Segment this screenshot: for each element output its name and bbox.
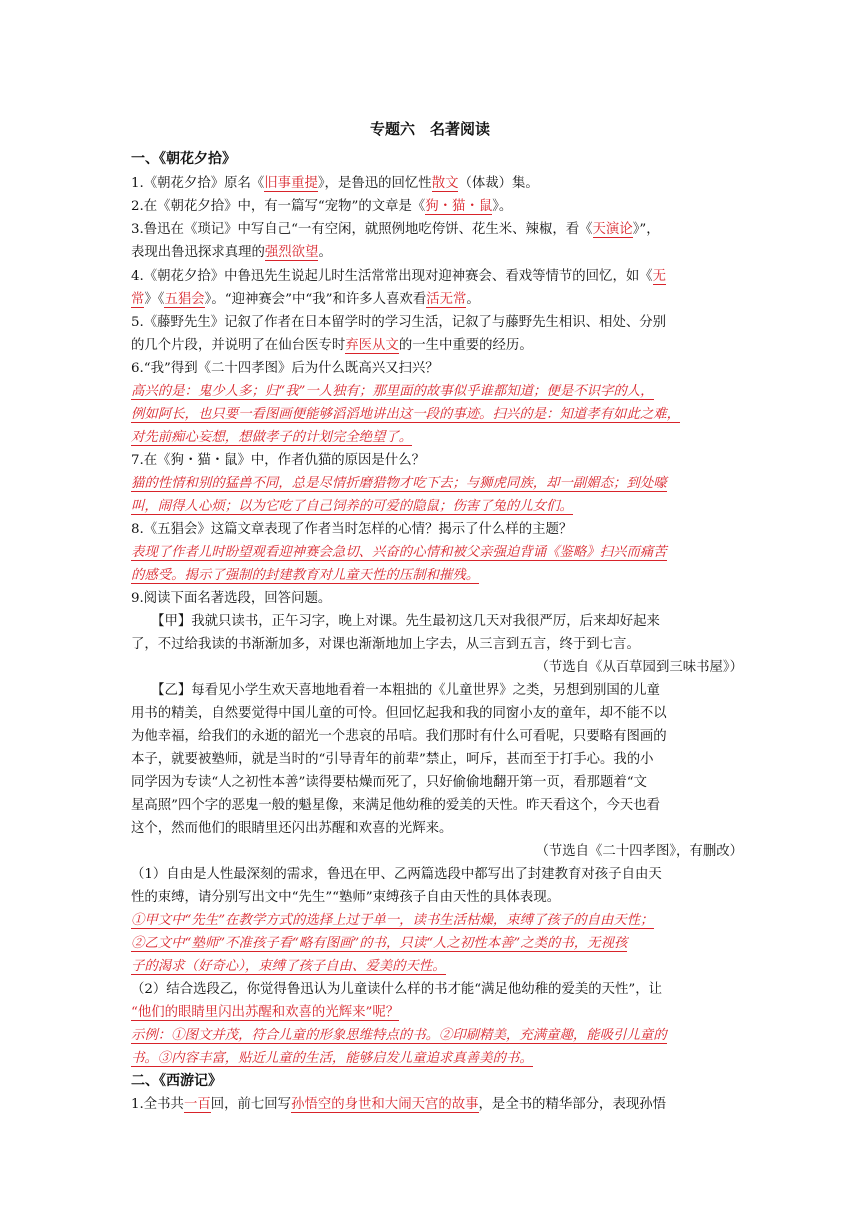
question-text: 。	[318, 245, 332, 260]
question-text: （节选自《二十四孝图》，有删改）	[535, 844, 743, 859]
question-text: 同学因为专读“人之初性本善”读得要枯燥而死了，只好偷偷地翻开第一页，看那题着“文	[131, 775, 647, 790]
answer-text: 表现了作者儿时盼望观看迎神赛会急切、兴奋的心情和被父亲强迫背诵《鉴略》扫兴而痛苦	[131, 545, 667, 560]
answer-text: 高兴的是：鬼少人多；归“我”一人独有；那里面的故事似乎谁都知道；便是不识字的人，	[131, 384, 654, 399]
question-text: 7.在《狗・猫・鼠》中，作者仇猫的原因是什么？	[131, 453, 425, 468]
text-line	[131, 978, 743, 1001]
text-line	[131, 725, 743, 748]
text-line	[131, 610, 743, 633]
fill-in-answer: 孙悟空的身世和大闹天宫的故事	[291, 1097, 479, 1112]
question-text: （1）自由是人性最深刻的需求，鲁迅在甲、乙两篇选段中都写出了封建教育对孩子自由天	[131, 867, 662, 882]
section-heading	[131, 148, 743, 171]
question-text: （节选自《从百草园到三味书屋》）	[535, 660, 743, 675]
text-line	[131, 334, 743, 357]
text-line	[131, 311, 743, 334]
text-line	[131, 449, 743, 472]
question-text: 1.全书共	[131, 1097, 184, 1112]
page-title: 专题六 名著阅读	[369, 120, 490, 138]
text-line	[131, 1001, 743, 1024]
text-line	[131, 195, 743, 218]
fill-in-answer: 狗・猫・鼠	[425, 199, 493, 214]
question-text: 4.《朝花夕拾》中鲁迅先生说起儿时生活常常出现对迎神赛会、看戏等情节的回忆，如《	[131, 269, 653, 284]
question-text: ，是全书的精华部分，表现孙悟	[478, 1097, 667, 1112]
answer-text: ②乙文中“塾师”不准孩子看“略有图画”的书，只读“人之初性本善”之类的书，无视孩	[131, 936, 628, 951]
text-line	[131, 426, 743, 449]
text-line	[131, 748, 743, 771]
question-text: 》《	[144, 292, 165, 307]
answer-text: 例如阿长，也只要一看图画便能够滔滔地讲出这一段的事迹。扫兴的是：知道孝有如此之难，	[131, 407, 681, 422]
text-line	[131, 357, 743, 380]
fill-in-answer: 旧事重提	[264, 176, 318, 191]
fill-in-answer: 天演论	[592, 222, 633, 237]
question-text: （2）结合选段乙，你觉得鲁迅认为儿童读什么样的书才能“满足他幼稚的爱美的天性”，让	[131, 982, 663, 997]
text-line	[131, 495, 743, 518]
question-text: 了，不过给我读的书渐渐加多，对课也渐渐地加上字去，从三言到五言，终于到七言。	[131, 637, 640, 652]
text-line	[131, 587, 743, 610]
question-text: 的一生中重要的经历。	[398, 338, 533, 353]
question-text: 2.在《朝花夕拾》中，有一篇写“宠物”的文章是《	[131, 199, 426, 214]
question-text: 8.《五猖会》这篇文章表现了作者当时怎样的心情？揭示了什么样的主题？	[131, 522, 573, 537]
text-line	[131, 265, 743, 288]
fill-in-answer: “他们的眼睛里闪出苏醒和欢喜的光辉来”呢？	[131, 1005, 400, 1020]
fill-in-answer: 无	[652, 269, 667, 284]
question-text: 》。	[492, 199, 513, 214]
question-text: 回，前七回写	[210, 1097, 292, 1112]
text-line	[131, 218, 743, 241]
text-line	[131, 932, 743, 955]
text-line	[131, 886, 743, 909]
text-line	[131, 288, 743, 311]
answer-text: 示例：①图文并茂，符合儿童的形象思维特点的书。②印刷精美，充满童趣，能吸引儿童的	[131, 1028, 667, 1043]
question-text: 为他幸福，给我们的永逝的韶光一个悲哀的吊唁。我们那时有什么可看呢，只要略有图画的	[131, 729, 667, 744]
answer-text: ①甲文中“先生”在教学方式的选择上过于单一，读书生活枯燥，束缚了孩子的自由天性；	[131, 913, 654, 928]
question-text: 》。“迎神赛会”中“我”和许多人喜欢看	[204, 292, 427, 307]
text-line	[131, 380, 743, 403]
question-text: 》”，	[632, 222, 660, 237]
text-line	[131, 840, 743, 863]
text-line	[131, 633, 743, 656]
text-line	[131, 172, 743, 195]
answer-text: 叫，闹得人心烦；以为它吃了自己饲养的可爱的隐鼠；伤害了兔的儿女们。	[131, 499, 573, 514]
question-text: 这个，然而他们的眼睛里还闪出苏醒和欢喜的光辉来。	[131, 821, 453, 836]
question-text: 5.《藤野先生》记叙了作者在日本留学时的学习生活，记叙了与藤野先生相识、相处、分别	[131, 315, 667, 330]
question-text: 3.鲁迅在《琐记》中写自己“一有空闲，就照例地吃侉饼、花生米、辣椒，看《	[131, 222, 593, 237]
text-line	[131, 679, 743, 702]
text-line	[131, 1024, 743, 1047]
fill-in-answer: 一百	[183, 1097, 211, 1112]
fill-in-answer: 活无常	[426, 292, 467, 307]
text-line	[131, 955, 743, 978]
question-text: 二、《西游记》	[131, 1073, 222, 1089]
text-line	[131, 518, 743, 541]
text-line	[131, 794, 743, 817]
text-line	[131, 564, 743, 587]
question-text: （体裁）集。	[458, 176, 539, 191]
text-line	[131, 541, 743, 564]
text-line	[131, 863, 743, 886]
answer-text: 猫的性情和别的猛兽不同，总是尽情折磨猎物才吃下去；与狮虎同族，却一副媚态；到处嚎	[131, 476, 667, 491]
question-text: 用书的精美，自然要觉得中国儿童的可怜。但回忆起我和我的同窗小友的童年，却不能不以	[131, 706, 667, 721]
fill-in-answer: 强烈欲望	[264, 245, 319, 260]
section-heading	[131, 1070, 743, 1093]
question-text: 星高照”四个字的恶鬼一般的魁星像，来满足他幼稚的爱美的天性。昨天看这个，今天也看	[131, 798, 661, 813]
question-text: 的几个片段，并说明了在仙台医专时	[131, 338, 346, 353]
text-line	[131, 909, 743, 932]
answer-text: 的感受。揭示了强制的封建教育对儿童天性的压制和摧残。	[131, 568, 480, 583]
text-line	[131, 241, 743, 264]
fill-in-answer: 弃医从文	[345, 338, 399, 353]
text-line	[131, 771, 743, 794]
question-text: 【甲】我就只读书，正午习字，晚上对课。先生最初这几天对我很严厉，后来却好起来	[131, 614, 660, 629]
question-text: 1.《朝花夕拾》原名《	[131, 176, 265, 191]
text-line	[131, 702, 743, 725]
question-text: 表现出鲁迅探求真理的	[131, 245, 265, 260]
question-text: 性的束缚，请分别写出文中“先生”“塾师”束缚孩子自由天性的具体表现。	[131, 890, 561, 905]
text-line	[131, 472, 743, 495]
text-line	[131, 403, 743, 426]
text-line	[131, 656, 743, 679]
fill-in-answer: 五猖会	[164, 292, 205, 307]
question-text: 》，是鲁迅的回忆性	[317, 176, 432, 191]
text-line	[131, 817, 743, 840]
question-text: 6.“我”得到《二十四孝图》后为什么既高兴又扫兴？	[131, 361, 439, 376]
fill-in-answer: 散文	[431, 176, 459, 191]
question-text: 【乙】每看见小学生欢天喜地地看着一本粗拙的《儿童世界》之类，另想到别国的儿童	[131, 683, 660, 698]
question-text: 9.阅读下面名著选段，回答问题。	[131, 591, 332, 606]
answer-text: 书。③内容丰富，贴近儿童的生活，能够启发儿童追求真善美的书。	[131, 1051, 533, 1066]
text-line	[131, 1093, 743, 1116]
fill-in-answer: 常	[131, 292, 145, 307]
question-text: 本子，就要被塾师，就是当时的“引导青年的前辈”禁止，呵斥，甚而至于打手心。我的小	[131, 752, 654, 767]
answer-text: 对先前痴心妄想，想做孝子的计划完全绝望了。	[131, 430, 413, 445]
question-text: 。	[466, 292, 480, 307]
text-line	[131, 1047, 743, 1070]
question-text: 一、《朝花夕拾》	[131, 151, 236, 167]
answer-text: 子的渴求（好奇心），束缚了孩子自由、爱美的天性。	[131, 959, 446, 974]
